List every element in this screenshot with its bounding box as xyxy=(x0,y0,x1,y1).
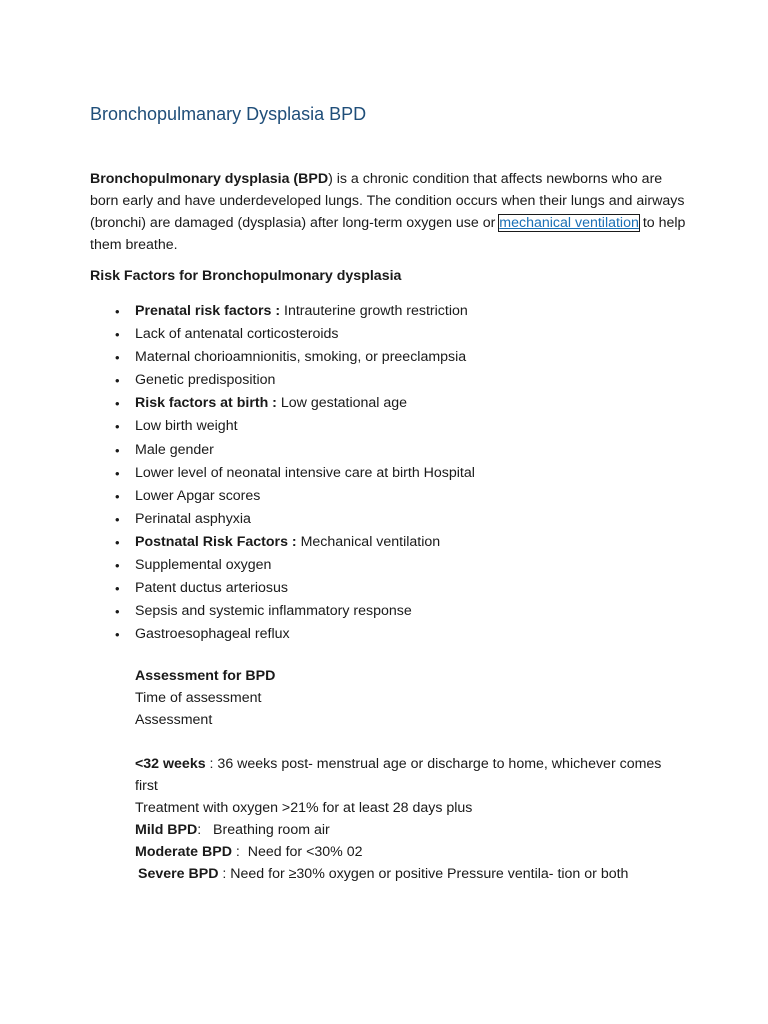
time-of-assessment-label: Time of assessment xyxy=(135,690,262,706)
risk-factors-heading: Risk Factors for Bronchopulmonary dysplasia xyxy=(90,268,402,284)
moderate-text: : Need for <30% 02 xyxy=(231,844,363,860)
risk-factor-text: Intrauterine growth restriction xyxy=(280,303,468,319)
moderate-bpd-line xyxy=(135,841,685,863)
intro-text-2: to help them breathe. xyxy=(90,215,686,253)
bullet-icon: • xyxy=(115,373,120,389)
risk-factor-text: Low gestational age xyxy=(276,395,408,412)
risk-factor-item xyxy=(90,369,475,392)
risk-factor-item xyxy=(90,554,475,577)
risk-factor-text: Genetic predisposition xyxy=(135,372,276,389)
risk-factor-item xyxy=(90,392,475,415)
risk-factor-item xyxy=(90,577,475,600)
risk-factor-item xyxy=(90,623,475,646)
risk-factor-category: Risk factors at birth : xyxy=(135,395,277,412)
risk-factor-item xyxy=(90,439,475,462)
weeks-criteria xyxy=(135,753,685,797)
bullet-icon: • xyxy=(115,442,120,458)
risk-factor-text: Patent ductus arteriosus xyxy=(135,580,288,597)
risk-factor-text: Mechanical ventilation xyxy=(296,533,441,550)
bullet-icon: • xyxy=(115,488,120,504)
intro-text-1: ) is a chronic condition that affects newborns who are born early and have underdeveloped lungs. The condition occurs when their lungs and airways (bronchi) are damaged (dysplasia) after long-term oxygen use or xyxy=(90,171,685,231)
bullet-icon: • xyxy=(115,558,120,574)
risk-factor-text: Male gender xyxy=(135,441,214,458)
bullet-icon: • xyxy=(115,304,120,319)
weeks-bold: <32 weeks xyxy=(135,756,206,772)
mild-bpd-line xyxy=(135,819,685,841)
document-title: Bronchopulmanary Dysplasia BPD xyxy=(90,104,367,124)
bullet-icon: • xyxy=(115,465,120,481)
mild-bold: Mild BPD xyxy=(135,822,198,838)
risk-factor-item xyxy=(90,508,475,531)
severe-bold: Severe BPD xyxy=(138,866,219,882)
assessment-section xyxy=(135,665,685,885)
risk-factor-text: Gastroesophageal reflux xyxy=(135,626,290,643)
risk-factor-text: Maternal chorioamnionitis, smoking, or preeclampsia xyxy=(135,349,467,366)
weeks-text: : 36 weeks post- menstrual age or discharge to home, whichever comes first xyxy=(135,756,662,794)
risk-factor-item xyxy=(90,323,475,346)
risk-factor-category: Prenatal risk factors : xyxy=(135,303,281,319)
risk-factor-item xyxy=(90,415,475,438)
intro-bold-term: Bronchopulmonary dysplasia (BPD xyxy=(90,171,329,187)
mild-text: : Breathing room air xyxy=(197,822,330,838)
bullet-icon: • xyxy=(115,627,120,643)
severe-bpd-line xyxy=(135,863,685,885)
risk-factor-text: Perinatal asphyxia xyxy=(135,510,251,527)
risk-factor-category: Postnatal Risk Factors : xyxy=(135,533,297,550)
moderate-bold: Moderate BPD xyxy=(135,844,232,860)
treatment-line: Treatment with oxygen >21% for at least 28 days plus xyxy=(135,800,473,816)
bullet-icon: • xyxy=(115,327,120,343)
bullet-icon: • xyxy=(115,350,120,366)
bullet-icon: • xyxy=(115,581,120,597)
risk-factor-text: Lack of antenatal corticosteroids xyxy=(135,326,339,343)
risk-factor-item xyxy=(90,346,475,369)
risk-factor-item xyxy=(90,531,475,554)
bullet-icon: • xyxy=(115,396,120,412)
risk-factor-text: Lower Apgar scores xyxy=(135,487,261,504)
risk-factors-list xyxy=(90,300,475,646)
bullet-icon: • xyxy=(115,511,120,527)
intro-paragraph xyxy=(90,168,690,256)
risk-factor-item xyxy=(90,600,475,623)
risk-factor-item xyxy=(90,462,475,485)
bullet-icon: • xyxy=(115,419,120,435)
assessment-label: Assessment xyxy=(135,712,213,728)
risk-factor-item xyxy=(90,300,475,323)
risk-factor-text: Supplemental oxygen xyxy=(135,557,272,574)
risk-factor-item xyxy=(90,485,475,508)
severe-text: : Need for ≥30% oxygen or positive Pressure ventila- tion or both xyxy=(218,866,629,882)
bullet-icon: • xyxy=(115,534,120,550)
risk-factor-text: Low birth weight xyxy=(135,418,238,435)
assessment-heading: Assessment for BPD xyxy=(135,668,276,684)
mechanical-ventilation-link[interactable]: mechanical ventilation xyxy=(499,215,639,231)
risk-factor-text: Sepsis and systemic inflammatory response xyxy=(135,603,412,620)
risk-factor-text: Lower level of neonatal intensive care at birth Hospital xyxy=(135,464,475,481)
bullet-icon: • xyxy=(115,604,120,620)
